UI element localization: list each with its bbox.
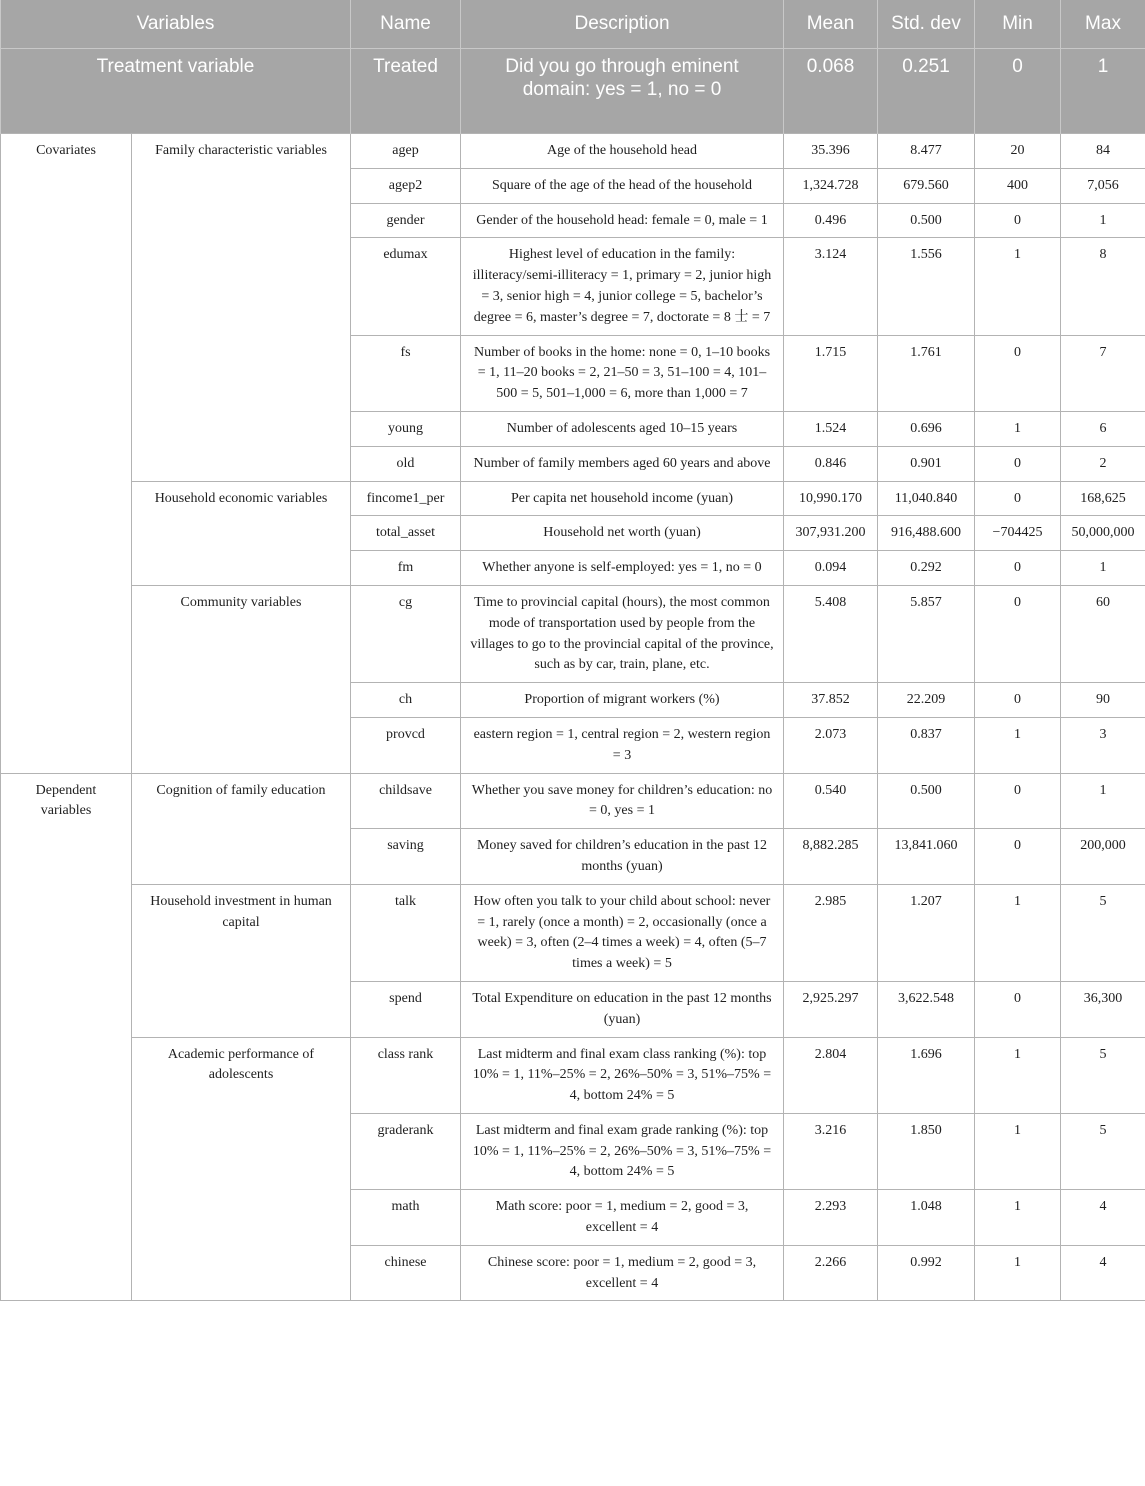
- description-cell: Whether anyone is self-employed: yes = 1, no = 0: [461, 551, 784, 586]
- description-cell: eastern region = 1, central region = 2, western region = 3: [461, 717, 784, 773]
- header-variables: Variables: [1, 0, 351, 49]
- header-name: Name: [351, 0, 461, 49]
- min-cell: 1: [975, 1037, 1061, 1113]
- max-cell: 6: [1061, 411, 1145, 446]
- min-cell: 0: [975, 683, 1061, 718]
- max-cell: 36,300: [1061, 981, 1145, 1037]
- header-min: Min: [975, 0, 1061, 49]
- min-cell: 400: [975, 168, 1061, 203]
- treatment-max: 1: [1061, 49, 1145, 134]
- description-cell: Household net worth (yuan): [461, 516, 784, 551]
- max-cell: 5: [1061, 1113, 1145, 1189]
- subgroup-label: Household investment in human capital: [132, 884, 351, 1037]
- variable-name-cell: agep: [351, 134, 461, 169]
- min-cell: 1: [975, 411, 1061, 446]
- description-cell: Number of adolescents aged 10–15 years: [461, 411, 784, 446]
- variable-name-cell: class rank: [351, 1037, 461, 1113]
- mean-cell: 37.852: [784, 683, 878, 718]
- treatment-description: Did you go through eminent domain: yes = 1, no = 0: [461, 49, 784, 134]
- description-cell: Money saved for children’s education in the past 12 months (yuan): [461, 829, 784, 885]
- mean-cell: 1.524: [784, 411, 878, 446]
- subgroup-label: Cognition of family education: [132, 773, 351, 884]
- std-dev-cell: 3,622.548: [878, 981, 975, 1037]
- mean-cell: 8,882.285: [784, 829, 878, 885]
- max-cell: 50,000,000: [1061, 516, 1145, 551]
- variable-name-cell: fs: [351, 335, 461, 411]
- min-cell: 1: [975, 238, 1061, 335]
- mean-cell: 2.985: [784, 884, 878, 981]
- table-row: [1, 773, 1145, 829]
- table-row: [1, 884, 1145, 981]
- std-dev-cell: 0.696: [878, 411, 975, 446]
- std-dev-cell: 0.500: [878, 203, 975, 238]
- variable-name-cell: chinese: [351, 1245, 461, 1301]
- header-std-dev: Std. dev: [878, 0, 975, 49]
- std-dev-cell: 22.209: [878, 683, 975, 718]
- subgroup-label: Family characteristic variables: [132, 134, 351, 482]
- table-body: [1, 134, 1145, 1301]
- mean-cell: 307,931.200: [784, 516, 878, 551]
- mean-cell: 10,990.170: [784, 481, 878, 516]
- subgroup-label: Academic performance of adolescents: [132, 1037, 351, 1301]
- mean-cell: 0.496: [784, 203, 878, 238]
- max-cell: 3: [1061, 717, 1145, 773]
- mean-cell: 1.715: [784, 335, 878, 411]
- max-cell: 5: [1061, 1037, 1145, 1113]
- variable-name-cell: gender: [351, 203, 461, 238]
- min-cell: 20: [975, 134, 1061, 169]
- header-description: Description: [461, 0, 784, 49]
- header-mean: Mean: [784, 0, 878, 49]
- variable-name-cell: old: [351, 446, 461, 481]
- max-cell: 7,056: [1061, 168, 1145, 203]
- description-cell: Last midterm and final exam grade ranking (%): top 10% = 1, 11%–25% = 2, 26%–50% = 3, 51%–75% = 4, bottom 24% = 5: [461, 1113, 784, 1189]
- std-dev-cell: 0.500: [878, 773, 975, 829]
- group-label: Covariates: [1, 134, 132, 774]
- max-cell: 84: [1061, 134, 1145, 169]
- variable-name-cell: graderank: [351, 1113, 461, 1189]
- std-dev-cell: 13,841.060: [878, 829, 975, 885]
- variable-name-cell: math: [351, 1190, 461, 1246]
- mean-cell: 2,925.297: [784, 981, 878, 1037]
- std-dev-cell: 0.292: [878, 551, 975, 586]
- description-cell: Highest level of education in the family: illiteracy/semi-illiteracy = 1, primary = 2, junior high = 3, senior high = 4, junior college = 5, bachelor’s degree = 6, master’s degree = 7, doctorate = 8 士 = 7: [461, 238, 784, 335]
- min-cell: 0: [975, 551, 1061, 586]
- std-dev-cell: 0.837: [878, 717, 975, 773]
- description-cell: Chinese score: poor = 1, medium = 2, good = 3, excellent = 4: [461, 1245, 784, 1301]
- description-cell: Total Expenditure on education in the past 12 months (yuan): [461, 981, 784, 1037]
- variable-name-cell: cg: [351, 585, 461, 682]
- subgroup-label: Household economic variables: [132, 481, 351, 585]
- description-cell: Whether you save money for children’s education: no = 0, yes = 1: [461, 773, 784, 829]
- header-max: Max: [1061, 0, 1145, 49]
- min-cell: 1: [975, 1245, 1061, 1301]
- table-row: [1, 1037, 1145, 1113]
- mean-cell: 0.094: [784, 551, 878, 586]
- description-cell: Time to provincial capital (hours), the most common mode of transportation used by people from the villages to go to the provincial capital of the province, such as by car, train, plane, etc.: [461, 585, 784, 682]
- mean-cell: 35.396: [784, 134, 878, 169]
- group-label: Dependent variables: [1, 773, 132, 1301]
- std-dev-cell: 916,488.600: [878, 516, 975, 551]
- max-cell: 1: [1061, 551, 1145, 586]
- variable-name-cell: provcd: [351, 717, 461, 773]
- variable-name-cell: fm: [351, 551, 461, 586]
- std-dev-cell: 5.857: [878, 585, 975, 682]
- std-dev-cell: 0.901: [878, 446, 975, 481]
- variable-name-cell: fincome1_per: [351, 481, 461, 516]
- max-cell: 7: [1061, 335, 1145, 411]
- max-cell: 1: [1061, 773, 1145, 829]
- description-cell: Per capita net household income (yuan): [461, 481, 784, 516]
- std-dev-cell: 1.207: [878, 884, 975, 981]
- mean-cell: 2.073: [784, 717, 878, 773]
- std-dev-cell: 8.477: [878, 134, 975, 169]
- mean-cell: 2.804: [784, 1037, 878, 1113]
- table-row: [1, 585, 1145, 682]
- variable-name-cell: childsave: [351, 773, 461, 829]
- treatment-label: Treatment variable: [1, 49, 351, 134]
- max-cell: 60: [1061, 585, 1145, 682]
- min-cell: 0: [975, 829, 1061, 885]
- std-dev-cell: 1.761: [878, 335, 975, 411]
- max-cell: 90: [1061, 683, 1145, 718]
- treatment-name: Treated: [351, 49, 461, 134]
- std-dev-cell: 1.850: [878, 1113, 975, 1189]
- min-cell: 1: [975, 884, 1061, 981]
- min-cell: 0: [975, 203, 1061, 238]
- min-cell: 1: [975, 1190, 1061, 1246]
- variable-name-cell: spend: [351, 981, 461, 1037]
- max-cell: 4: [1061, 1245, 1145, 1301]
- variable-name-cell: ch: [351, 683, 461, 718]
- min-cell: 0: [975, 335, 1061, 411]
- mean-cell: 2.293: [784, 1190, 878, 1246]
- min-cell: 0: [975, 585, 1061, 682]
- max-cell: 168,625: [1061, 481, 1145, 516]
- max-cell: 1: [1061, 203, 1145, 238]
- max-cell: 4: [1061, 1190, 1145, 1246]
- max-cell: 5: [1061, 884, 1145, 981]
- description-cell: Gender of the household head: female = 0, male = 1: [461, 203, 784, 238]
- variable-name-cell: edumax: [351, 238, 461, 335]
- treatment-row: [1, 49, 1145, 134]
- header-row: [1, 0, 1145, 49]
- std-dev-cell: 0.992: [878, 1245, 975, 1301]
- min-cell: 1: [975, 717, 1061, 773]
- std-dev-cell: 11,040.840: [878, 481, 975, 516]
- description-cell: How often you talk to your child about school: never = 1, rarely (once a month) = 2, occasionally (once a week) = 3, often (2–4 times a week) = 4, often (5–7 times a week) = 5: [461, 884, 784, 981]
- min-cell: 0: [975, 981, 1061, 1037]
- table-row: [1, 134, 1145, 169]
- variable-name-cell: talk: [351, 884, 461, 981]
- description-cell: Square of the age of the head of the household: [461, 168, 784, 203]
- treatment-sd: 0.251: [878, 49, 975, 134]
- mean-cell: 1,324.728: [784, 168, 878, 203]
- mean-cell: 2.266: [784, 1245, 878, 1301]
- mean-cell: 5.408: [784, 585, 878, 682]
- treatment-mean: 0.068: [784, 49, 878, 134]
- min-cell: 0: [975, 773, 1061, 829]
- mean-cell: 3.124: [784, 238, 878, 335]
- mean-cell: 0.540: [784, 773, 878, 829]
- description-cell: Last midterm and final exam class ranking (%): top 10% = 1, 11%–25% = 2, 26%–50% = 3, 51%–75% = 4, bottom 24% = 5: [461, 1037, 784, 1113]
- description-cell: Number of family members aged 60 years and above: [461, 446, 784, 481]
- description-cell: Age of the household head: [461, 134, 784, 169]
- std-dev-cell: 1.696: [878, 1037, 975, 1113]
- variable-name-cell: agep2: [351, 168, 461, 203]
- variable-name-cell: saving: [351, 829, 461, 885]
- max-cell: 2: [1061, 446, 1145, 481]
- max-cell: 8: [1061, 238, 1145, 335]
- mean-cell: 3.216: [784, 1113, 878, 1189]
- subgroup-label: Community variables: [132, 585, 351, 773]
- description-cell: Number of books in the home: none = 0, 1–10 books = 1, 11–20 books = 2, 21–50 = 3, 51–100 = 4, 101–500 = 5, 501–1,000 = 6, more than 1,000 = 7: [461, 335, 784, 411]
- max-cell: 200,000: [1061, 829, 1145, 885]
- min-cell: 0: [975, 446, 1061, 481]
- std-dev-cell: 679.560: [878, 168, 975, 203]
- variable-name-cell: young: [351, 411, 461, 446]
- description-cell: Proportion of migrant workers (%): [461, 683, 784, 718]
- treatment-min: 0: [975, 49, 1061, 134]
- min-cell: 1: [975, 1113, 1061, 1189]
- std-dev-cell: 1.556: [878, 238, 975, 335]
- std-dev-cell: 1.048: [878, 1190, 975, 1246]
- min-cell: 0: [975, 481, 1061, 516]
- min-cell: −704425: [975, 516, 1061, 551]
- table-row: [1, 481, 1145, 516]
- mean-cell: 0.846: [784, 446, 878, 481]
- description-cell: Math score: poor = 1, medium = 2, good = 3, excellent = 4: [461, 1190, 784, 1246]
- variable-name-cell: total_asset: [351, 516, 461, 551]
